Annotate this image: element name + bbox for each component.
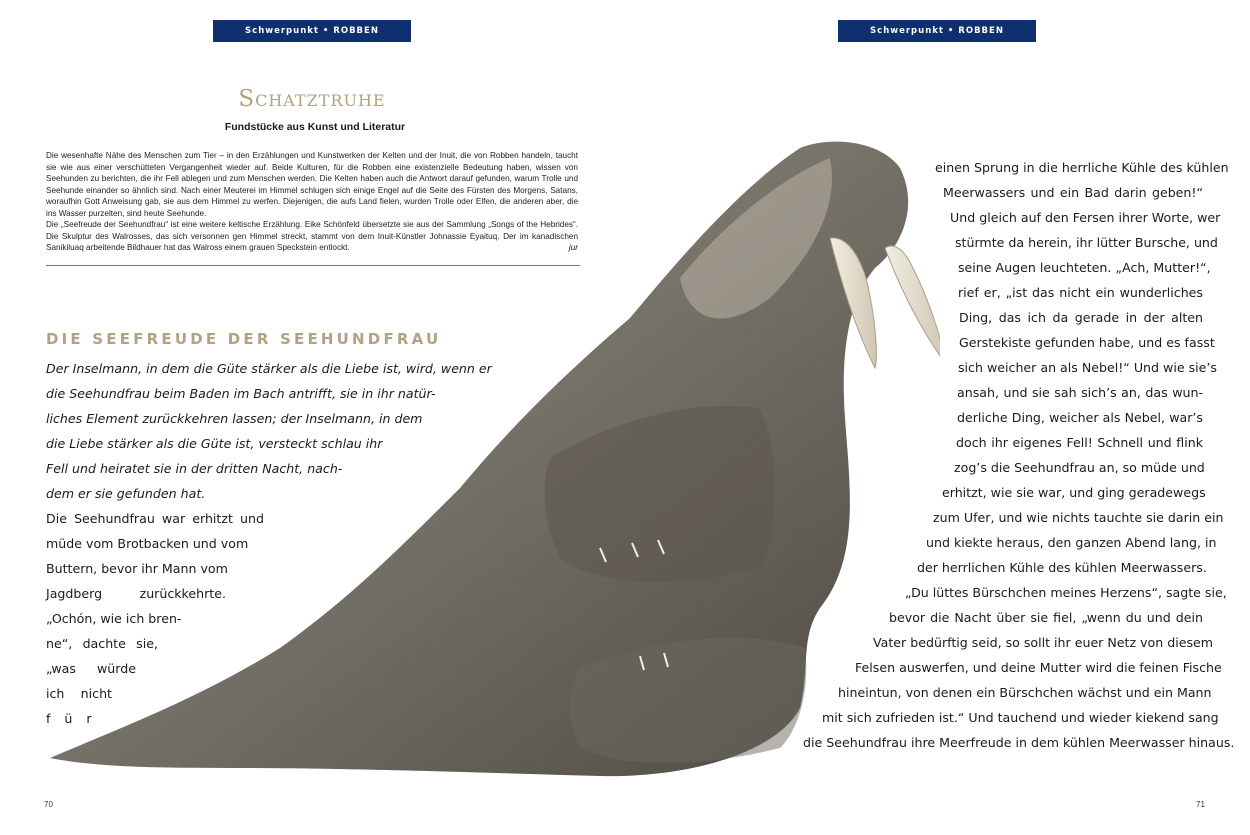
right-line: Ding, das ich da gerade in der alten xyxy=(959,310,1203,325)
page-title: Schatztruhe xyxy=(238,86,386,112)
section-header-left: Schwerpunkt • ROBBEN xyxy=(213,20,411,42)
right-line: erhitzt, wie sie war, und ging geradewegs xyxy=(942,485,1206,500)
right-line: rief er, „ist das nicht ein wunderliches xyxy=(958,285,1203,300)
right-line: „Du lüttes Bürschchen meines Herzens“, sagte sie, xyxy=(905,585,1227,600)
right-line: mit sich zufrieden ist.“ Und tauchend und wieder kiekend sang xyxy=(822,710,1219,725)
right-line: der herrlichen Kühle des kühlen Meerwassers. xyxy=(917,560,1207,575)
left-line: liches Element zurückkehren lassen; der Inselmann, in dem xyxy=(46,411,423,426)
left-line: ich nicht xyxy=(46,686,112,701)
right-line: stürmte da herein, ihr lütter Bursche, und xyxy=(955,235,1218,250)
left-line: Buttern, bevor ihr Mann vom xyxy=(46,561,228,576)
left-line: für xyxy=(46,711,106,726)
right-line: ansah, und sie sah sich’s an, das wun- xyxy=(957,385,1203,400)
left-line: Jagdberg zurückkehrte. xyxy=(46,586,226,601)
left-line: „was würde xyxy=(46,661,136,676)
right-line: Felsen auswerfen, und deine Mutter wird die feinen Fische xyxy=(855,660,1222,675)
left-line: die Seehundfrau beim Baden im Bach antrifft, sie in ihr natür- xyxy=(46,386,436,401)
right-line: doch ihr eigenes Fell! Schnell und flink xyxy=(956,435,1203,450)
right-line: hineintun, von denen ein Bürschchen wächst und ein Mann xyxy=(838,685,1212,700)
left-line: die Liebe stärker als die Güte ist, versteckt schlau ihr xyxy=(46,436,383,451)
left-line: müde vom Brotbacken und vom xyxy=(46,536,249,551)
section-header-right: Schwerpunkt • ROBBEN xyxy=(838,20,1036,42)
intro-paragraph-2-text: Die „Seefreude der Seehundfrau“ ist eine weitere keltische Erzählung. Eike Schönfeld übersetzte sie aus der Sammlung „Songs of the Hebrides“. Die Skulptur des Walrosses, das sich versonnen gen Himmel streckt, stammt von dem Inuit-Künstler Johnassie Eyaituq. Der im kanadischen Sanikiluaq arbeitende Bildhauer hat das Walross einem grauen Speckstein entlockt. xyxy=(46,220,578,252)
page-number-left: 70 xyxy=(44,800,53,809)
left-line: „Ochón, wie ich bren- xyxy=(46,611,182,626)
page-number-right: 71 xyxy=(1196,800,1205,809)
left-line: Der Inselmann, in dem die Güte stärker als die Liebe ist, wird, wenn er xyxy=(46,361,492,376)
left-line: Die Seehundfrau war erhitzt und xyxy=(46,511,264,526)
right-line: bevor die Nacht über sie fiel, „wenn du und dein xyxy=(889,610,1203,625)
right-line: Vater bedürftig seid, so sollt ihr euer Netz von diesem xyxy=(873,635,1214,650)
right-line: derliche Ding, weicher als Nebel, war’s xyxy=(957,410,1203,425)
left-line: dem er sie gefunden hat. xyxy=(46,486,206,501)
left-line: ne“, dachte sie, xyxy=(46,636,158,651)
right-line: seine Augen leuchteten. „Ach, Mutter!“, xyxy=(958,260,1211,275)
walrus-sculpture-image xyxy=(40,128,940,788)
right-line: die Seehundfrau ihre Meerfreude in dem kühlen Meerwasser hinaus. xyxy=(803,735,1235,750)
story-title: DIE SEEFREUDE DER SEEHUNDFRAU xyxy=(46,330,442,348)
right-line: einen Sprung in die herrliche Kühle des kühlen xyxy=(935,160,1229,175)
right-line: und kiekte heraus, den ganzen Abend lang, in xyxy=(926,535,1217,550)
page-subtitle: Fundstücke aus Kunst und Literatur xyxy=(224,121,406,133)
right-line: sich weicher an als Nebel!“ Und wie sie’s xyxy=(958,360,1217,375)
left-line: Fell und heiratet sie in der dritten Nacht, nach- xyxy=(46,461,343,476)
right-line: zog’s die Seehundfrau an, so müde und xyxy=(954,460,1205,475)
right-line: Meerwassers und ein Bad darin geben!“ xyxy=(943,185,1203,200)
intro-paragraph-1: Die wesenhafte Nähe des Menschen zum Tier – in den Erzählungen und Kunstwerken der Kelten und der Inuit, die von Robben handeln, taucht sie wie aus einer verschütteten Vergangenheit wieder auf. Beide Kulturen, für die Robben eine existenzielle Bedeutung haben, wissen von Seehunden zu berichten, die ihr Fell ablegen und zum Menschen werden. Die Kelten haben auch die Antwort darauf gefunden, warum Trolle und Seehunde einander so ähnlich sind. Nach einer Meuterei im Himmel schlugen sich einige Engel auf die Seite des Fürsten des Morgens, Satans, woraufhin Gott Anweisung gab, sie aus dem Himmel zu werfen. Diejenigen, die aufs Land fielen, wurden Trolle oder Elfen, die anderen aber, die ins Wasser purzelten, sind heute Seehunde. xyxy=(46,151,578,218)
right-line: Und gleich auf den Fersen ihrer Worte, wer xyxy=(950,210,1221,225)
intro-signature: jur xyxy=(568,243,578,252)
right-line: Gerstekiste gefunden habe, und es fasst xyxy=(959,335,1215,350)
right-line: zum Ufer, und wie nichts tauchte sie darin ein xyxy=(933,510,1224,525)
